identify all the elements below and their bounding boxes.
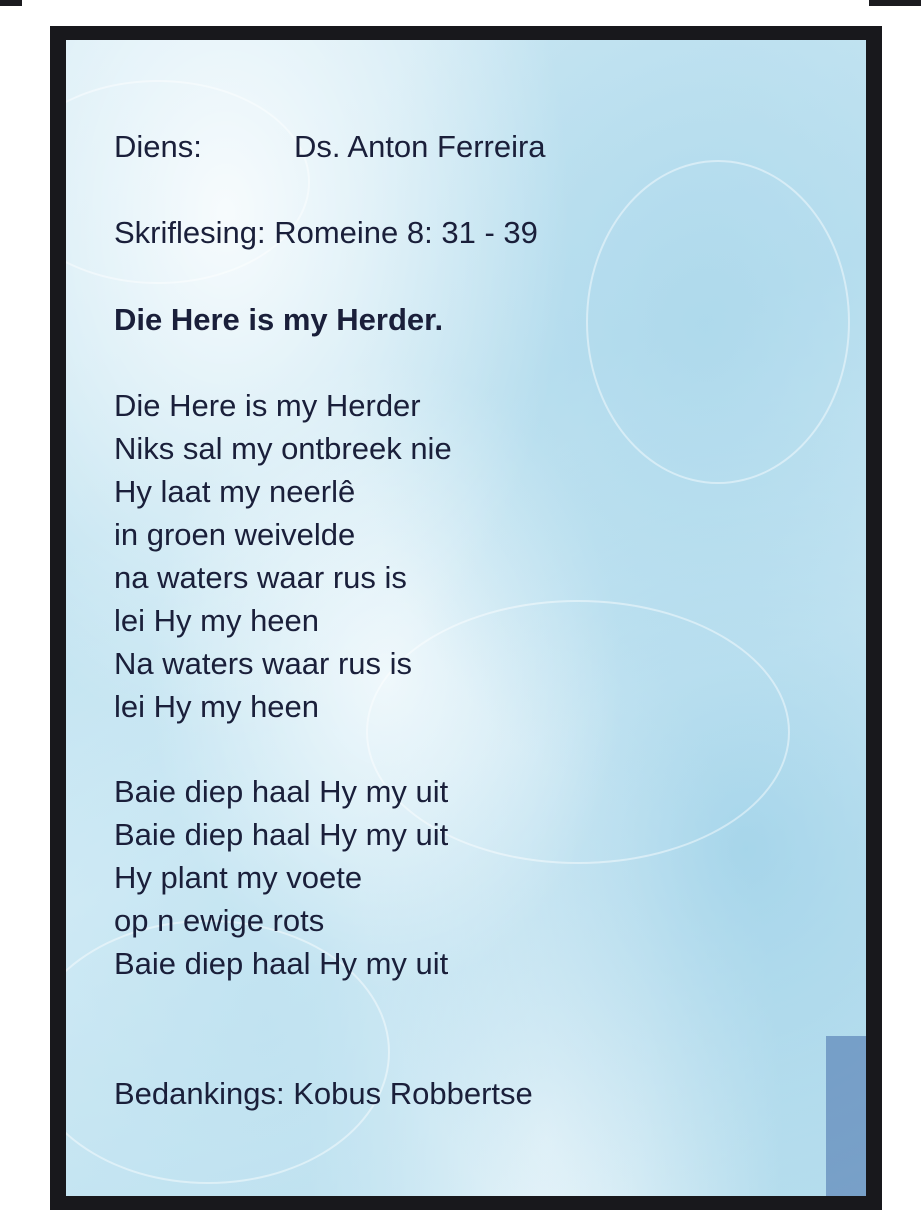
- verse1-line: lei Hy my heen: [114, 603, 320, 638]
- program-card: [50, 26, 882, 1210]
- verse2-line: op n ewige rots: [114, 903, 325, 938]
- verse1-line: Na waters waar rus is: [114, 646, 413, 681]
- scan-edge-left: [0, 0, 22, 6]
- verse1-line: lei Hy my heen: [114, 689, 320, 724]
- verse2-line: Baie diep haal Hy my uit: [114, 774, 449, 809]
- scripture-reading: Skriflesing: Romeine 8: 31 - 39: [114, 215, 538, 250]
- song-title: Die Here is my Herder.: [114, 302, 444, 337]
- verse1-line: Die Here is my Herder: [114, 388, 421, 423]
- verse2-line: Hy plant my voete: [114, 860, 363, 895]
- verse2-line: Baie diep haal Hy my uit: [114, 946, 449, 981]
- scan-edge-right: [869, 0, 921, 6]
- verse1-line: Niks sal my ontbreek nie: [114, 431, 452, 466]
- thanks-line: Bedankings: Kobus Robbertse: [114, 1076, 533, 1111]
- program-text: [114, 40, 866, 1196]
- verse1-line: in groen weivelde: [114, 517, 356, 552]
- service-label: Diens:: [114, 129, 202, 164]
- verse1-line: na waters waar rus is: [114, 560, 407, 595]
- verse2-line: Baie diep haal Hy my uit: [114, 817, 449, 852]
- service-minister: Ds. Anton Ferreira: [294, 129, 546, 164]
- verse1-line: Hy laat my neerlê: [114, 474, 356, 509]
